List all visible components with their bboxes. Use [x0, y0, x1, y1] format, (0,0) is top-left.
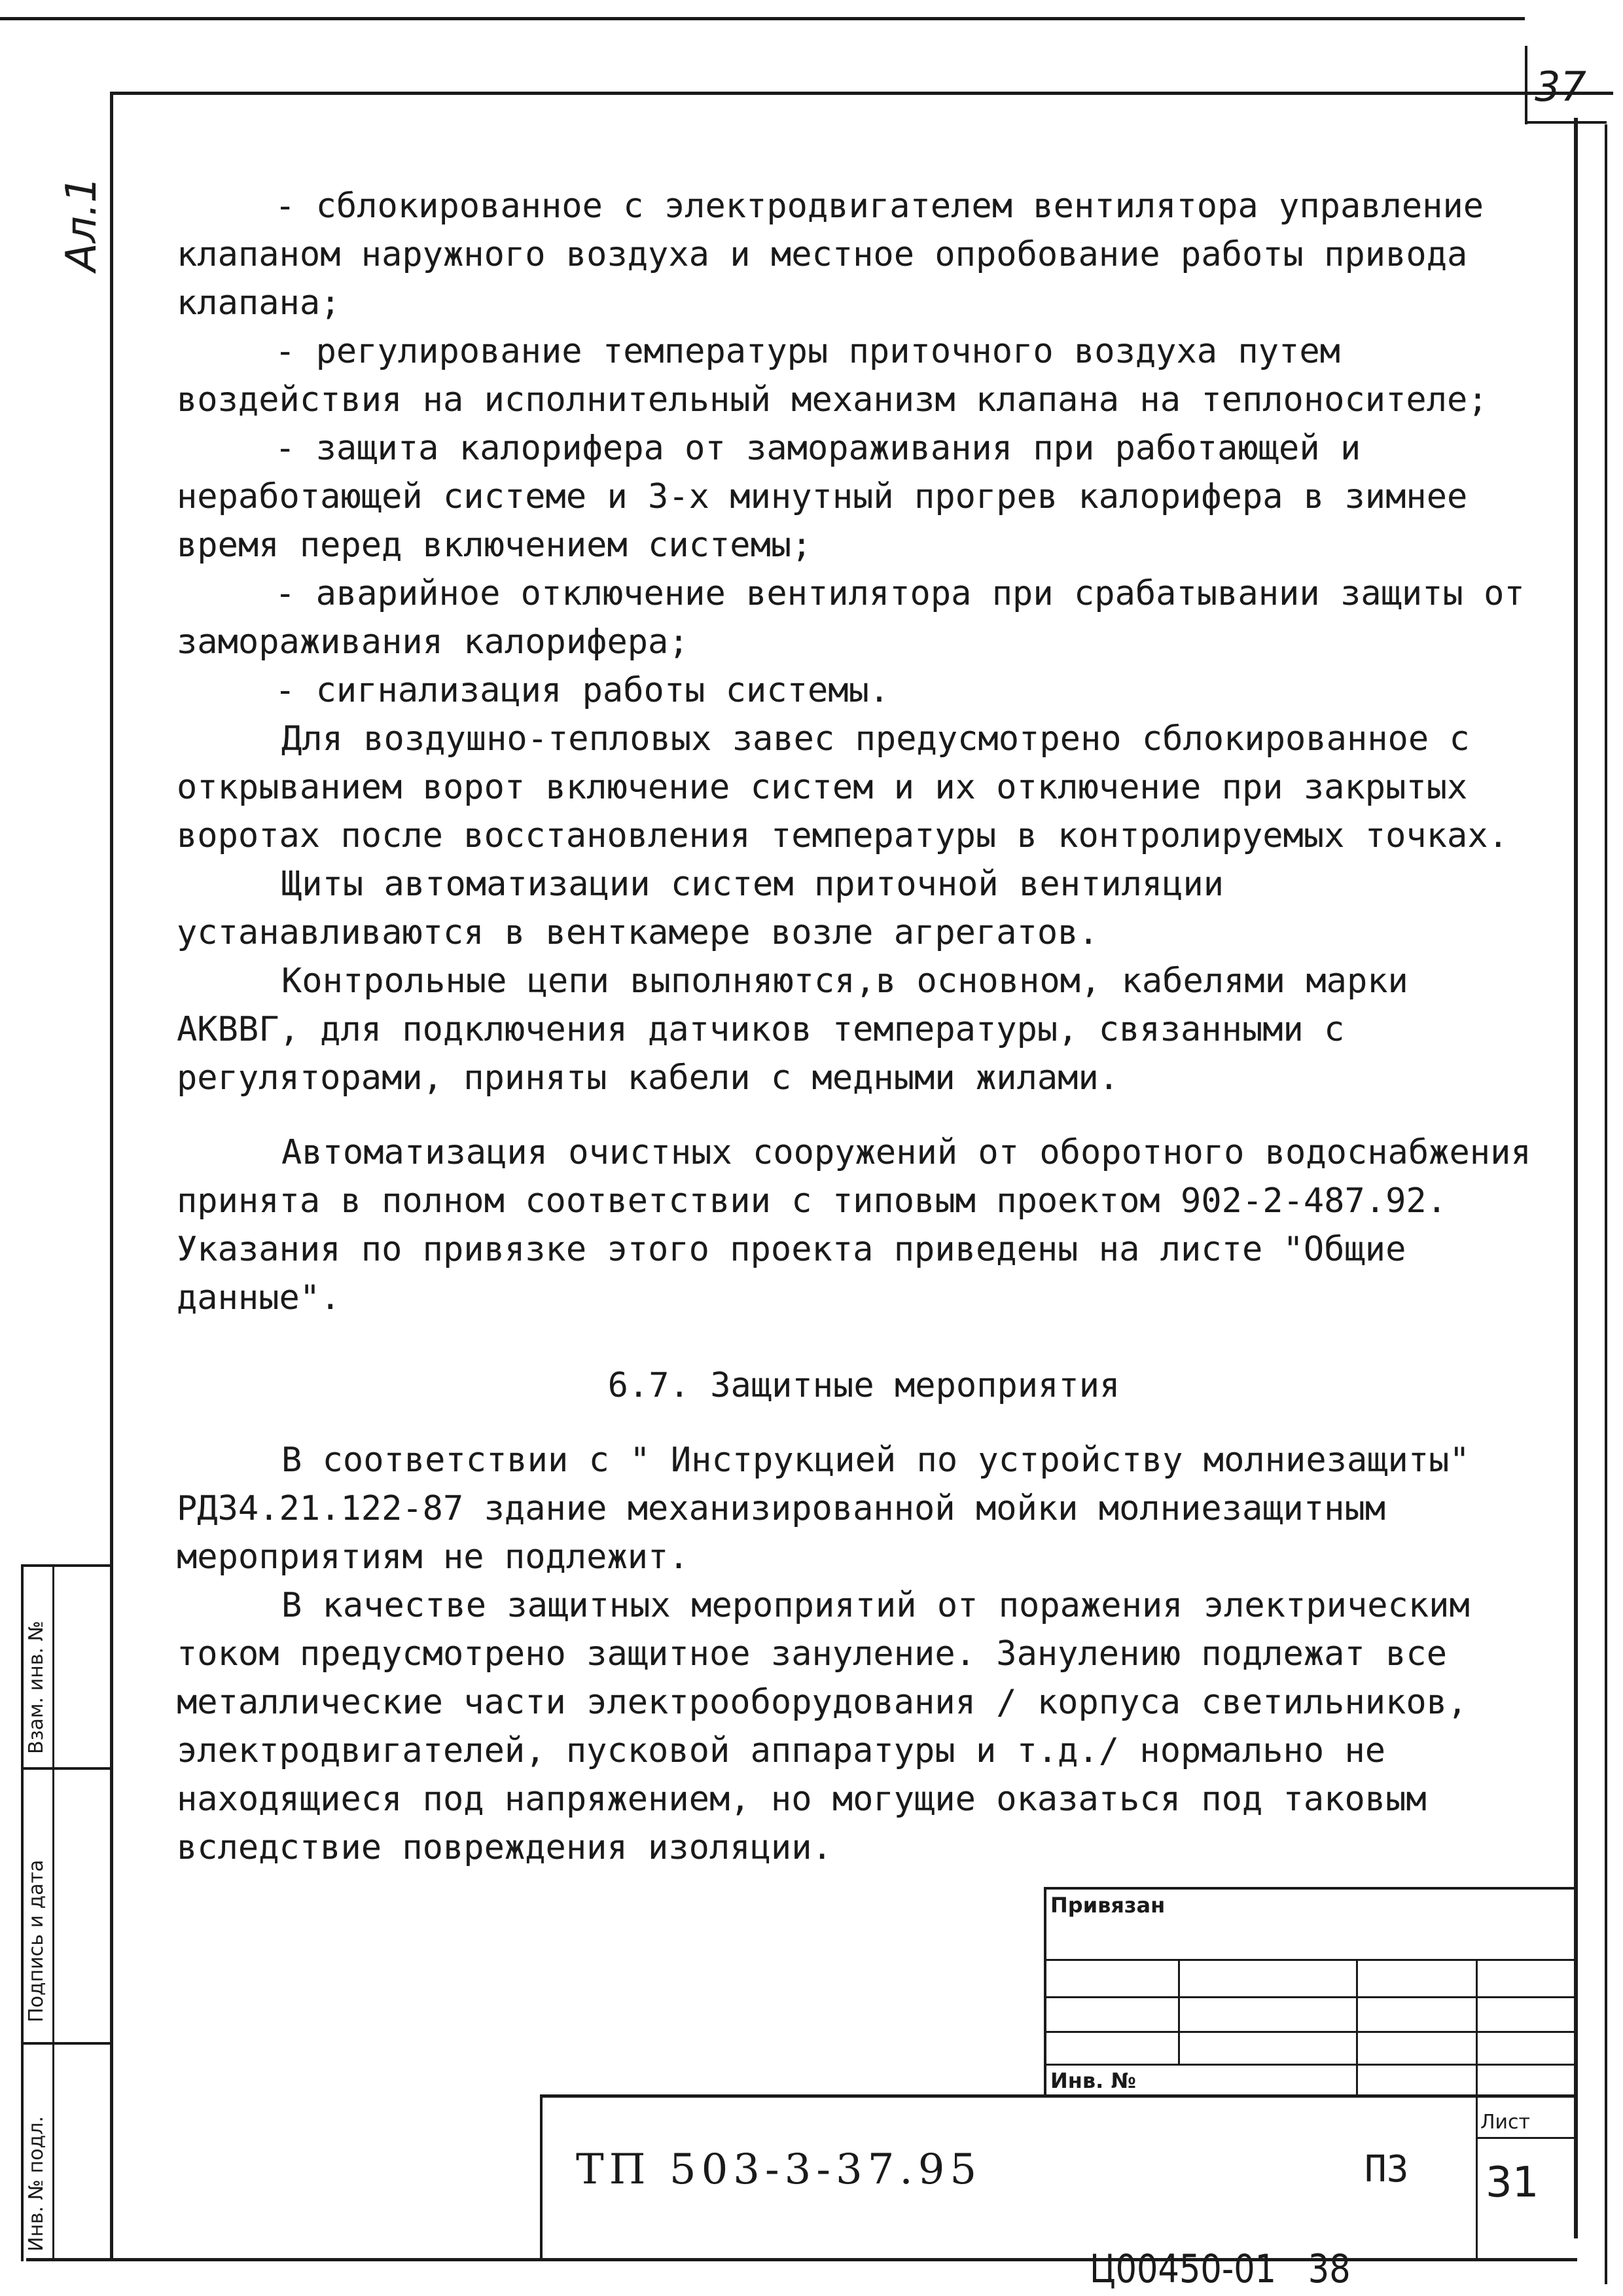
sheet-number: 31 [1486, 2159, 1539, 2207]
frame-left-line [110, 92, 113, 2258]
title-block-row-4 [1044, 2064, 1574, 2066]
privyazan-label: Привязан [1050, 1893, 1166, 1918]
side-stamp-div-2 [21, 2042, 111, 2045]
side-stamp-top [21, 1564, 111, 1567]
title-block-col-2 [1356, 1959, 1358, 2096]
sheet-label: Лист [1480, 2111, 1531, 2134]
top-edge-line [0, 17, 1525, 20]
side-label-vzam-inv: Взам. инв. № [25, 1621, 48, 1754]
paragraph-7: Щиты автоматизации систем приточной вентиляции устанавливаются в венткамере возле агрегатов. [177, 865, 1224, 952]
paragraph-5: - сигнализация работы системы. [275, 671, 890, 710]
doc-type: ПЗ [1364, 2148, 1409, 2191]
paragraph-3: - защита калорифера от замораживания при работающей и неработающей системе и 3-х минутный прогрев калорифера в зимнее время перед включением системы; [177, 429, 1468, 565]
project-code: ТП 503-3-37.95 [576, 2145, 982, 2194]
title-block-row-2 [1044, 1996, 1574, 1998]
frame-right-line [1574, 118, 1578, 2238]
title-block-col-1 [1178, 1959, 1180, 2064]
page-number-box-bottom [1525, 121, 1607, 124]
title-strip-top [540, 2094, 1574, 2098]
page-number-box-line [1525, 46, 1527, 124]
paragraph-4: - аварийное отключение вентилятора при срабатывании защиты от замораживания калорифера; [177, 574, 1525, 662]
title-block-top [1044, 1887, 1574, 1890]
paragraph-2: - регулирование температуры приточного воздуха путем воздействия на исполнительный механизм клапана на теплоносителе; [177, 332, 1488, 420]
sheet-cell-divider [1476, 2137, 1574, 2139]
title-block-col-3 [1476, 1959, 1478, 2096]
page-number: 37 [1535, 63, 1586, 111]
paragraph-8: Контрольные цепи выполняются,в основном, кабелями марки АКВВГ, для подключения датчиков температуры, связанными с регуляторами, приняты кабели с медными жилами. [177, 961, 1408, 1098]
frame-right-outer-line [1605, 124, 1607, 2284]
inv-no-label: Инв. № [1050, 2068, 1136, 2093]
title-block-row-3 [1044, 2031, 1574, 2033]
paragraph-6: Для воздушно-тепловых завес предусмотрено сблокированное с открыванием ворот включение систем и их отключение при закрытых воротах после восстановления температуры в контролируемых точках. [177, 719, 1508, 855]
paragraph-11: В качестве защитных мероприятий от поражения электрическим током предусмотрено защитное зануление. Занулению подлежат все металлические части электрооборудования / корпуса светильников, электродвигателей, пусковой аппаратуры и т.д./ нормально не находящиеся под напряжением, но могущие оказаться под таковым вследствие повреждения изоляции. [177, 1586, 1470, 1867]
paragraph-10: В соответствии с " Инструкцией по устройству молниезащиты" РД34.21.122-87 здание механизированной мойки молниезащитным мероприятиям не подлежит. [177, 1441, 1470, 1577]
title-block-row-1 [1044, 1959, 1574, 1961]
side-stamp-left-line [21, 1564, 24, 2261]
section-heading: 6.7. Защитные мероприятия [607, 1366, 1120, 1405]
side-label-inv-podl: Инв. № подл. [25, 2116, 48, 2251]
side-stamp-mid-line [52, 1564, 54, 2261]
margin-mark: Ал.1 [58, 176, 106, 272]
side-label-podpis-data: Подпись и дата [25, 1859, 48, 2022]
paragraph-9: Автоматизация очистных сооружений от оборотного водоснабжения принята в полном соответствии с типовым проектом 902-2-487.92. Указания по привязке этого проекта приведены на листе "Общие данные". [177, 1133, 1531, 1318]
side-stamp-div-1 [21, 1767, 111, 1770]
bottom-stamp: Ц00450-01 38 [1090, 2246, 1351, 2292]
title-strip-left [540, 2094, 543, 2258]
frame-top-line [111, 92, 1613, 95]
sheet-cell-left [1476, 2094, 1478, 2258]
body-text [177, 182, 1551, 1872]
paragraph-1: - сблокированное с электродвигателем вентилятора управление клапаном наружного воздуха и местное опробование работы привода клапана; [177, 187, 1484, 323]
